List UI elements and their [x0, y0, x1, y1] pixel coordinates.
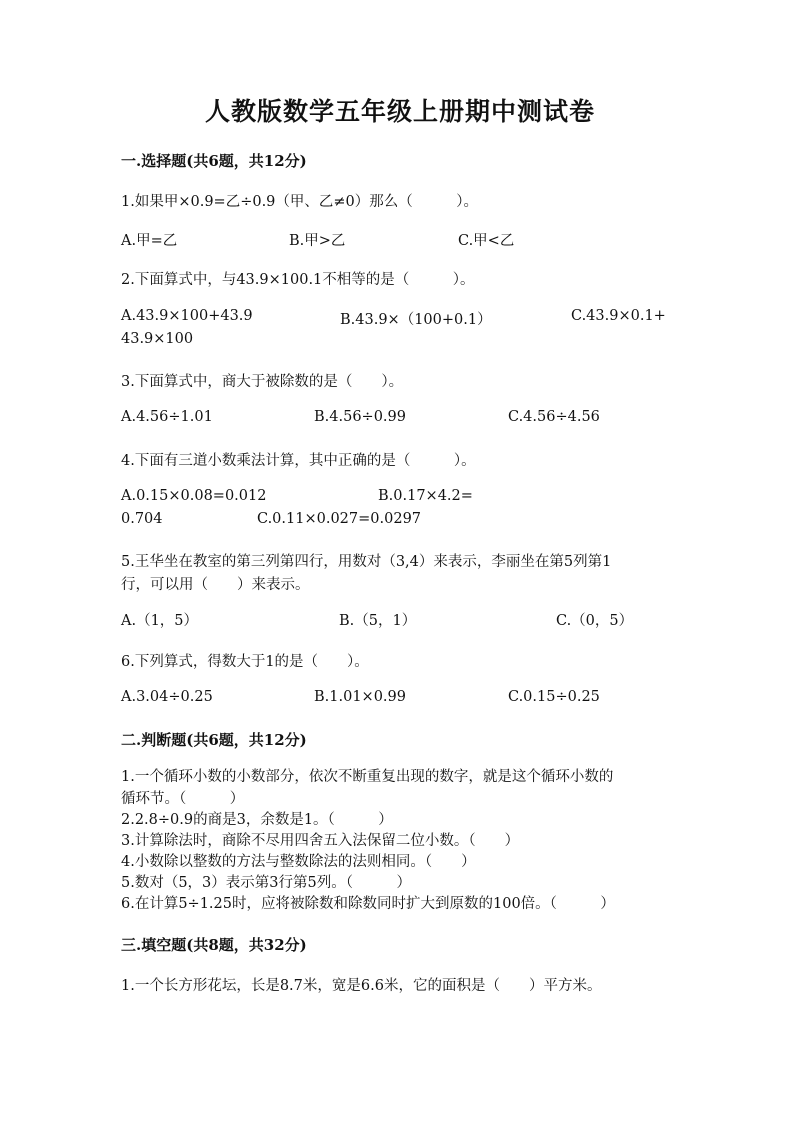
- list-item: 4.小数除以整数的方法与整数除法的法则相同。（ ）: [121, 854, 476, 870]
- question-stem: 3.下面算式中，商大于被除数的是（ ）。: [121, 374, 404, 390]
- list-item: 1.一个循环小数的小数部分，依次不断重复出现的数字，就是这个循环小数的: [121, 769, 614, 785]
- option-a: A.3.04÷0.25: [121, 689, 213, 705]
- section-heading-fill-in: 三.填空题(共8题，共32分): [121, 936, 307, 954]
- question-stem: 4.下面有三道小数乘法计算，其中正确的是（ ）。: [121, 453, 476, 469]
- option-b: B.43.9×（100+0.1）: [340, 312, 492, 328]
- question-stem-continued: 行，可以用（ ）来表示。: [121, 577, 310, 593]
- question-stem: 1.一个长方形花坛，长是8.7米，宽是6.6米，它的面积是（ ）平方米。: [121, 978, 602, 994]
- option-c: C.甲<乙: [458, 233, 515, 249]
- list-item: 3.计算除法时，商除不尽用四舍五入法保留二位小数。（ ）: [121, 833, 520, 849]
- option-b: B.0.17×4.2=: [378, 488, 473, 504]
- list-item: 2.2.8÷0.9的商是3，余数是1。（ ）: [121, 812, 393, 828]
- section-heading-choice: 一.选择题(共6题，共12分): [121, 152, 307, 170]
- option-b: B.（5，1）: [339, 613, 417, 629]
- option-c-continued: 43.9×100: [121, 331, 194, 347]
- question-stem: 6.下列算式，得数大于1的是（ ）。: [121, 654, 369, 670]
- option-c: C.4.56÷4.56: [508, 409, 600, 425]
- section-heading-judgment: 二.判断题(共6题，共12分): [121, 731, 307, 749]
- option-b: B.1.01×0.99: [314, 689, 406, 705]
- option-a: A.（1，5）: [121, 613, 199, 629]
- page-title: 人教版数学五年级上册期中测试卷: [204, 97, 595, 126]
- option-a: A.0.15×0.08=0.012: [121, 488, 267, 504]
- option-a: A.4.56÷1.01: [121, 409, 213, 425]
- option-b: B.甲>乙: [289, 233, 346, 249]
- list-item: 6.在计算5÷1.25时，应将被除数和除数同时扩大到原数的100倍。（ ）: [121, 896, 615, 912]
- question-stem: 2.下面算式中，与43.9×100.1不相等的是（ ）。: [121, 272, 475, 288]
- option-c: C.（0，5）: [556, 613, 634, 629]
- list-item: 5.数对（5，3）表示第3行第5列。（ ）: [121, 875, 411, 891]
- option-a: A.43.9×100+43.9: [121, 308, 253, 324]
- option-b: B.4.56÷0.99: [314, 409, 406, 425]
- option-c: C.0.15÷0.25: [508, 689, 600, 705]
- question-stem: 1.如果甲×0.9=乙÷0.9（甲、乙≠0）那么（ ）。: [121, 194, 479, 210]
- list-item: 循环节。（ ）: [121, 791, 245, 807]
- option-c: C.43.9×0.1+: [571, 308, 666, 324]
- question-stem: 5.王华坐在教室的第三列第四行，用数对（3,4）来表示，李丽坐在第5列第1: [121, 554, 612, 570]
- option-a: A.甲=乙: [121, 233, 178, 249]
- option-b-continued: 0.704: [121, 511, 163, 527]
- option-c: C.0.11×0.027=0.0297: [257, 511, 422, 527]
